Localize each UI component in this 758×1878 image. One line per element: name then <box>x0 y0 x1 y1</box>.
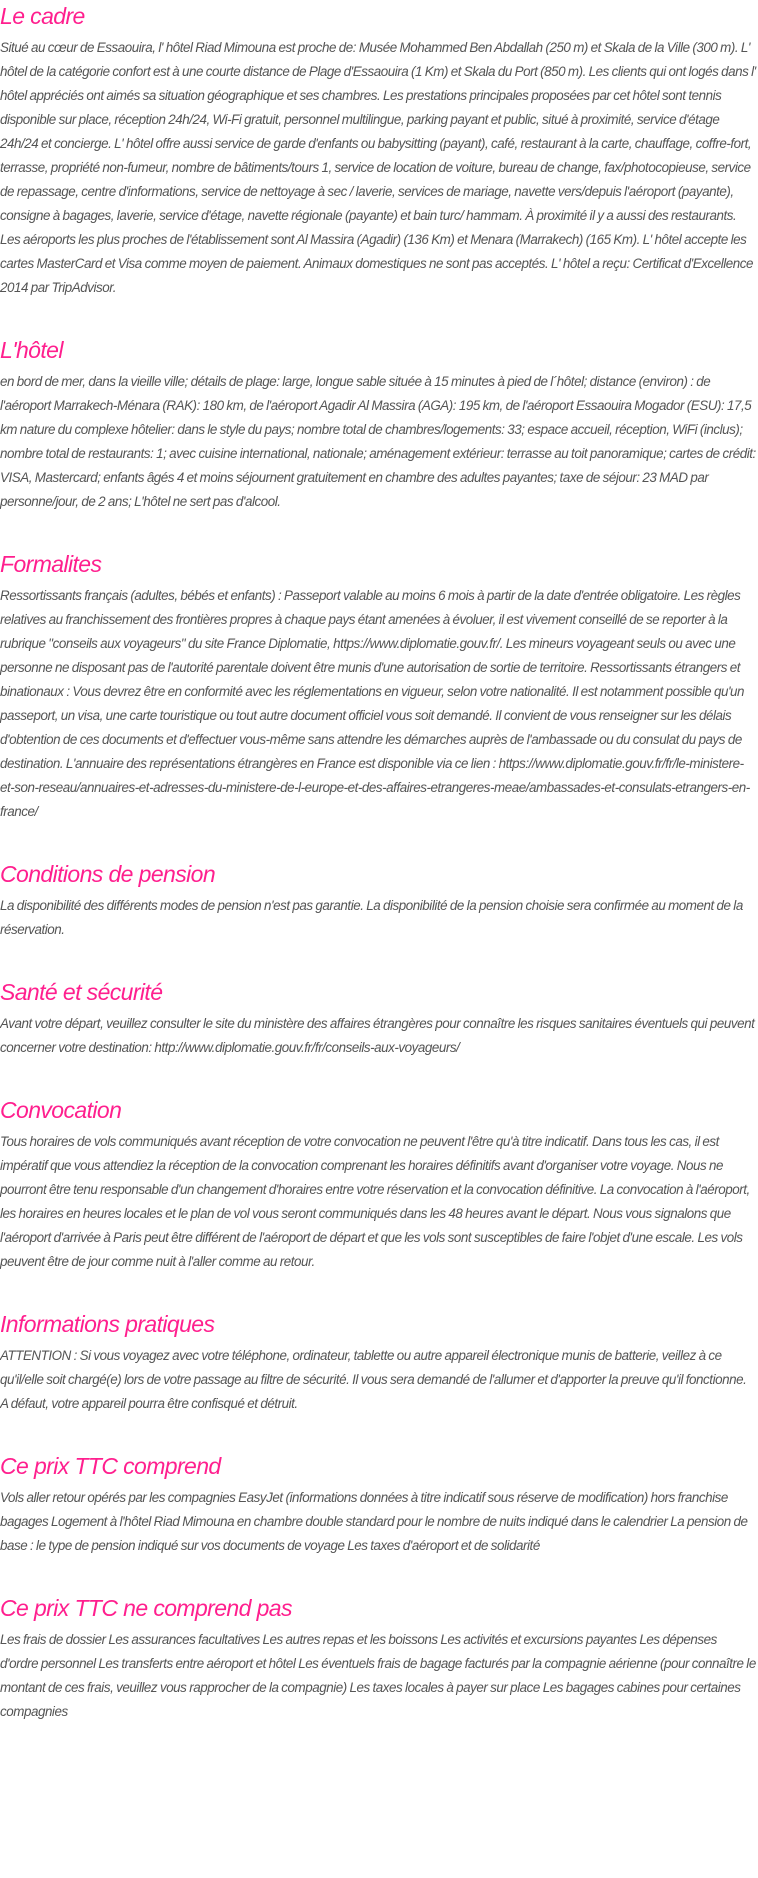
section-title: Ce prix TTC comprend <box>0 1453 221 1479</box>
section-conditions-de-pension <box>0 858 758 942</box>
section-convocation <box>0 1094 758 1274</box>
section-prix-comprend <box>0 1450 758 1558</box>
section-title: Informations pratiques <box>0 1311 215 1337</box>
section-body: Avant votre départ, veuillez consulter le site du ministère des affaires étrangères pour connaître les risques sanitaires éventuels qui peuvent concerner votre destination: http://www.diplomatie.gouv.fr/fr/conseils-aux-voyageurs/ <box>0 1016 755 1055</box>
section-title: L'hôtel <box>0 337 63 363</box>
section-prix-ne-comprend-pas <box>0 1592 758 1724</box>
section-l-hotel <box>0 334 758 514</box>
section-le-cadre <box>0 0 758 300</box>
section-body: Ressortissants français (adultes, bébés et enfants) : Passeport valable au moins 6 mois à partir de la date d'entrée obligatoire. Les règles relatives au franchissement des frontières propres à chaque pays étant amenées à évoluer, il est vivement conseillé de se reporter à la rubrique "conseils aux voyageurs" du site France Diplomatie, https://www.diplomatie.gouv.fr/. Les mineurs voyageant seuls ou avec une personne ne disposant pas de l'autorité parentale doivent être munis d'une autorisation de sortie de territoire. Ressortissants étrangers et binationaux : Vous devrez être en conformité avec les réglementations en vigueur, selon votre nationalité. Il est notamment possible qu'un passeport, un visa, une carte touristique ou tout autre document officiel vous soit demandé. Il convient de vous renseigner sur les délais d'obtention de ces documents et d'effectuer vous-même sans attendre les démarches auprès de l'ambassade ou du consulat du pays de destination. L'annuaire des représentations étrangères en France est disponible via ce lien : https://www.diplomatie.gouv.fr/fr/le-ministere-et-son-reseau/annuaires-et-adresses-du-ministere-de-l-europe-et-des-affaires-etrangeres-meae/ambassades-et-consulats-etrangers-en-france/ <box>0 588 750 819</box>
section-sante-et-securite <box>0 976 758 1060</box>
section-title: Convocation <box>0 1097 122 1123</box>
section-body: Vols aller retour opérés par les compagnies EasyJet (informations données à titre indicatif sous réserve de modification) hors franchise bagages Logement à l'hôtel Riad Mimouna en chambre double standard pour le nombre de nuits indiqué dans le calendrier La pension de base : le type de pension indiqué sur vos documents de voyage Les taxes d'aéroport et de solidarité <box>0 1490 748 1553</box>
section-body: La disponibilité des différents modes de pension n'est pas garantie. La disponibilité de la pension choisie sera confirmée au moment de la réservation. <box>0 898 743 937</box>
section-title: Le cadre <box>0 3 85 29</box>
section-title: Santé et sécurité <box>0 979 163 1005</box>
section-body: ATTENTION : Si vous voyagez avec votre téléphone, ordinateur, tablette ou autre appareil électronique munis de batterie, veillez à ce qu'il/elle soit chargé(e) lors de votre passage au filtre de sécurité. Il vous sera demandé de l'allumer et d'apporter la preuve qu'il fonctionne. A défaut, votre appareil pourra être confisqué et détruit. <box>0 1348 747 1411</box>
section-title: Conditions de pension <box>0 861 216 887</box>
section-informations-pratiques <box>0 1308 758 1416</box>
section-title: Formalites <box>0 551 102 577</box>
section-formalites <box>0 548 758 824</box>
section-body: Tous horaires de vols communiqués avant réception de votre convocation ne peuvent l'être qu'à titre indicatif. Dans tous les cas, il est impératif que vous attendiez la réception de la convocation comprenant les horaires définitifs avant d'organiser votre voyage. Nous ne pourront être tenu responsable d'un changement d'horaires entre votre réservation et la convocation définitive. La convocation à l'aéroport, les horaires en heures locales et le plan de vol vous seront communiqués dans les 48 heures avant le départ. Nous vous signalons que l'aéroport d'arrivée à Paris peut être différent de l'aéroport de départ et que les vols sont susceptibles de faire l'objet d'une escale. Les vols peuvent être de jour comme nuit à l'aller comme au retour. <box>0 1134 750 1269</box>
section-body: en bord de mer, dans la vieille ville; détails de plage: large, longue sable située à 15 minutes à pied de l´hôtel; distance (environ) : de l'aéroport Marrakech-Ménara (RAK): 180 km, de l'aéroport Agadir Al Massira (AGA): 195 km, de l'aéroport Essaouira Mogador (ESU): 17,5 km nature du complexe hôtelier: dans le style du pays; nombre total de chambres/logements: 33; espace accueil, réception, WiFi (inclus); nombre total de restaurants: 1; avec cuisine international, nationale; aménagement extérieur: terrasse au toit panoramique; cartes de crédit: VISA, Mastercard; enfants âgés 4 et moins séjournent gratuitement en chambre des adultes payantes; taxe de séjour: 23 MAD par personne/jour, de 2 ans; L'hôtel ne sert pas d'alcool. <box>0 374 756 509</box>
section-body: Situé au cœur de Essaouira, l' hôtel Riad Mimouna est proche de: Musée Mohammed Ben Abdallah (250 m) et Skala de la Ville (300 m). L' hôtel de la catégorie confort est à une courte distance de Plage d'Essaouira (1 Km) et Skala du Port (850 m). Les clients qui ont logés dans l' hôtel appréciés ont aimés sa situation géographique et ses chambres. Les prestations principales proposées par cet hôtel sont tennis disponible sur place, réception 24h/24, Wi-Fi gratuit, personnel multilingue, parking payant et public, situé à proximité, service d'étage 24h/24 et concierge. L' hôtel offre aussi service de garde d'enfants ou babysitting (payant), café, restaurant à la carte, chauffage, coffre-fort, terrasse, propriété non-fumeur, nombre de bâtiments/tours 1, service de location de voiture, bureau de change, fax/photocopieuse, service de repassage, centre d'informations, service de nettoyage à sec / laverie, services de mariage, navette vers/depuis l'aéroport (payante), consigne à bagages, laverie, service d'étage, navette régionale (payante) et bain turc/ hammam. À proximité il y a aussi des restaurants. Les aéroports les plus proches de l'établissement sont Al Massira (Agadir) (136 Km) et Menara (Marrakech) (165 Km). L' hôtel accepte les cartes MasterCard et Visa comme moyen de paiement. Animaux domestiques ne sont pas acceptés. L' hôtel a reçu: Certificat d'Excellence 2014 par TripAdvisor. <box>0 40 756 295</box>
section-body: Les frais de dossier Les assurances facultatives Les autres repas et les boissons Les activités et excursions payantes Les dépenses d'ordre personnel Les transferts entre aéroport et hôtel Les éventuels frais de bagage facturés par la compagnie aérienne (pour connaître le montant de ces frais, veuillez vous rapprocher de la compagnie) Les taxes locales à payer sur place Les bagages cabines pour certaines compagnies <box>0 1632 756 1719</box>
section-title: Ce prix TTC ne comprend pas <box>0 1595 292 1621</box>
